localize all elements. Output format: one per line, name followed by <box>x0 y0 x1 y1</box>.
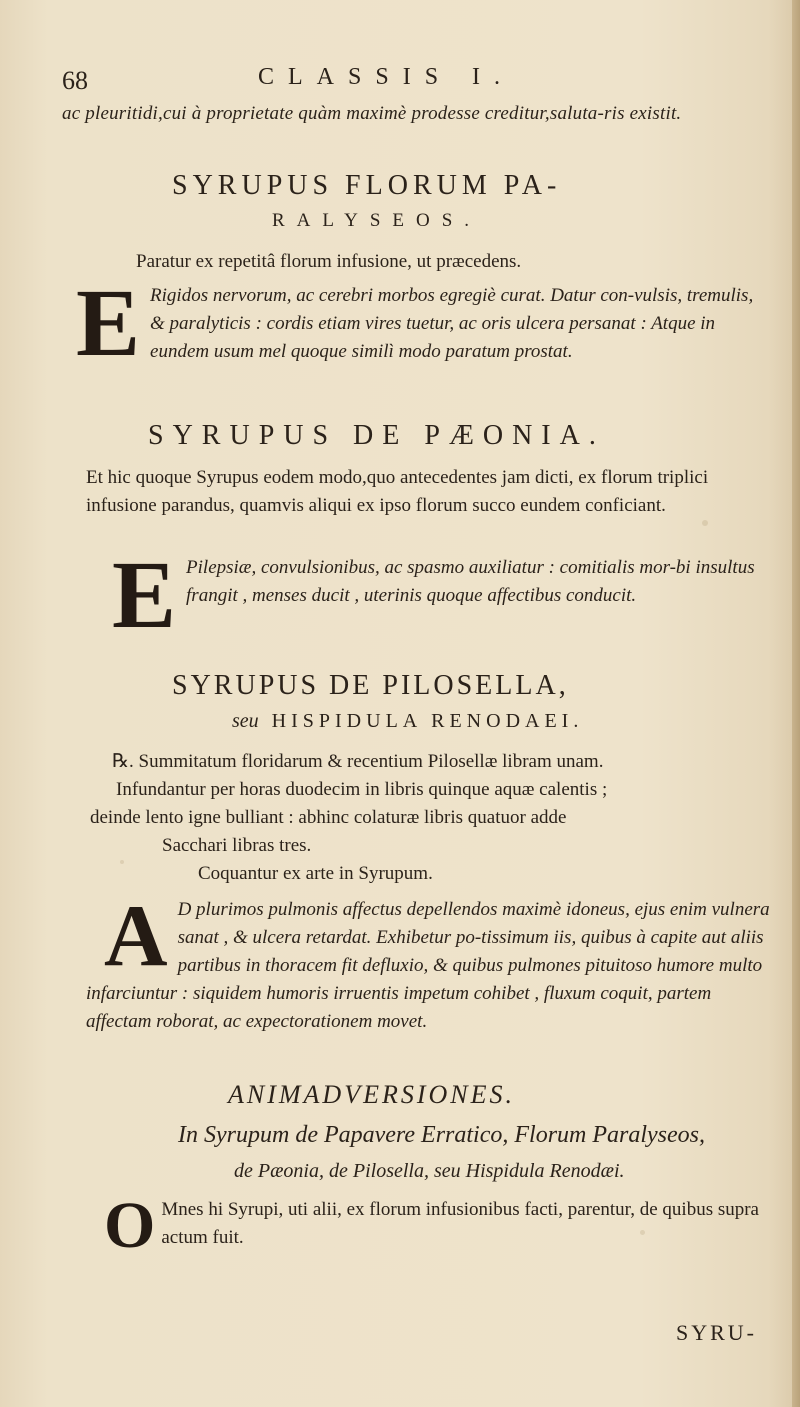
recipe-line: Coquantur ex arte in Syrupum. <box>198 863 433 884</box>
recipe-line: ℞. Summitatum floridarum & recentium Pilosellæ libram unam. <box>112 751 604 772</box>
section2-dropcap: E <box>112 541 177 648</box>
foxing-spot <box>120 860 124 864</box>
running-title: CLASSIS I. <box>258 64 515 90</box>
section2-prep: Et hic quoque Syrupus eodem modo,quo antecedentes jam dicti, ex florum triplici infusione parandus, quamvis aliqui ex ipso florum succo eundem conficiant. <box>86 467 709 516</box>
foxing-spot <box>640 1230 645 1235</box>
section3-recipe <box>90 748 770 888</box>
section2-body: Pilepsiæ, convulsionibus, ac spasmo auxiliatur : comitialis mor-bi insultus frangit , menses ducit , uterinis quoque affectibus conducit. <box>186 557 755 606</box>
section4-body-block <box>104 1189 772 1262</box>
section4-body: Mnes hi Syrupi, uti alii, ex florum infusionibus facti, parentur, de quibus supra actum fuit. <box>161 1199 759 1248</box>
section3-subtitle-row <box>232 710 583 733</box>
section3-subtitle: HISPIDULA RENODAEI. <box>271 710 584 732</box>
recipe-line: Sacchari libras tres. <box>162 835 312 856</box>
section3-body: D plurimos pulmonis affectus depellendos maximè idoneus, ejus enim vulnera sanat , & ulcera retardat. Exhibetur po-tissimum iis, quibus à capite aut aliis partibus in thoracem fit defluxio, & quibus pulmones pituitoso humore multo infarciuntur : siquidem humoris irruentis impetum cohibet , fluxum coquit, partem affectam roborat, ac expectorationem movet. <box>86 899 770 1032</box>
section2-title: SYRUPUS DE PÆONIA. <box>148 420 605 451</box>
page-header <box>62 58 762 98</box>
section4-dropcap: O <box>104 1189 156 1262</box>
page-edge <box>792 0 800 1407</box>
intro-text: ac pleuritidi,cui à proprietate quàm maximè prodesse creditur,saluta-ris existit. <box>62 103 682 124</box>
section1-prep: Paratur ex repetitâ florum infusione, ut præcedens. <box>136 251 522 272</box>
foxing-spot <box>702 520 708 526</box>
section1-title-line2: RALYSEOS. <box>272 210 482 231</box>
section1-body: Rigidos nervorum, ac cerebri morbos egregiè curat. Datur con-vulsis, tremulis, & paralyticis : cordis etiam vires tuetur, ac oris ulcera persanat : Atque in eundem usum mel quoque similì modo paratum prostat. <box>150 285 754 362</box>
catchword: SYRU- <box>676 1320 758 1345</box>
page-number: 68 <box>62 66 88 95</box>
section3-dropcap: A <box>104 888 168 985</box>
section4-subtitle-line1: In Syrupum de Papavere Erratico, Florum Paralyseos, <box>178 1122 706 1148</box>
section3-body-block <box>86 888 772 1036</box>
section1-body-block <box>76 269 764 376</box>
section2-body-block <box>112 541 770 648</box>
section1-dropcap: E <box>76 269 141 376</box>
section3-subtitle-prefix: seu <box>232 710 259 732</box>
recipe-line: Infundantur per horas duodecim in libris quinque aquæ calentis ; <box>116 779 608 800</box>
section4-subtitle-line2: de Pæonia, de Pilosella, seu Hispidula Renodæi. <box>234 1160 625 1182</box>
section1-title-line1: SYRUPUS FLORUM PA- <box>172 170 562 201</box>
section4-title: ANIMADVERSIONES. <box>228 1080 516 1109</box>
section3-title: SYRUPUS DE PILOSELLA, <box>172 670 569 701</box>
recipe-line: deinde lento igne bulliant : abhinc colaturæ libris quatuor adde <box>90 807 567 828</box>
